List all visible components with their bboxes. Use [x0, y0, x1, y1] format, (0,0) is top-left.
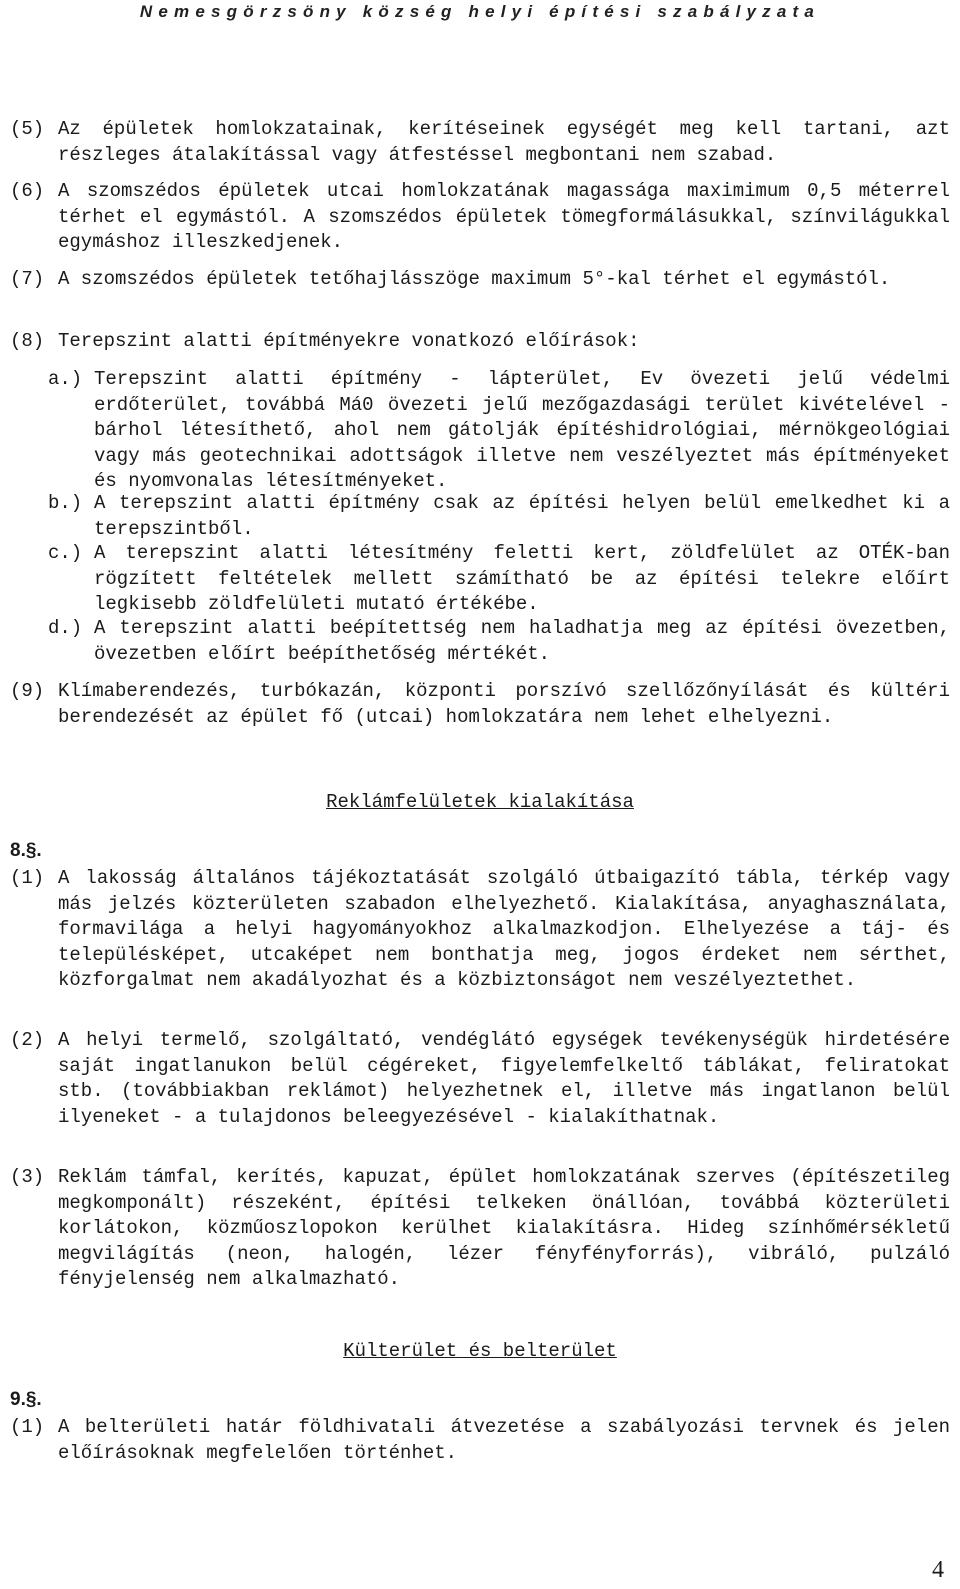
paragraph-7 [10, 267, 950, 293]
subitem-label: c.) [48, 542, 83, 564]
section-number-8: 8.§. [10, 840, 42, 861]
subitem-text: A terepszint alatti építmény csak az építési helyen belül emelkedhet ki a terepszintből. [94, 492, 950, 540]
subitem-label: b.) [48, 492, 83, 514]
paragraph-number: (2) [10, 1029, 45, 1051]
paragraph-number: (7) [10, 268, 45, 290]
subitem-text: Terepszint alatti építmény - lápterület, Ev övezeti jelű védelmi erdőterület, továbbá Má0 övezeti jelű mezőgazdasági terület kivételével - bárhol létesíthető, ahol nem gátolják építéshidrológiai, mérnökgeológiai vagy más geotechnikai adottságok illetve nem veszélyeztet más építményeket és nyomvonalas létesítményeket. [94, 368, 950, 492]
section-title-reklam: Reklámfelületek kialakítása [326, 791, 634, 813]
paragraph-text: A lakosság általános tájékoztatását szolgáló útbaigazító tábla, térkép vagy más jelzés közterületen szabadon elhelyezhető. Kialakítása, anyaghasználata, formavilága a helyi hagyományokhoz alkalmazkodjon. Elhelyezése a táj- és településképet, utcaképet nem bonthatja meg, jogos érdeket nem sérthet, közforgalmat nem akadályozhat és a közbiztonságot nem veszélyeztethet. [58, 867, 950, 991]
paragraph-text: Reklám támfal, kerítés, kapuzat, épület homlokzatának szerves (építészetileg megkomponált) részeként, építési telkeken önállóan, továbbá közterületi korlátokon, közműoszlopokon kerülhet kialakításra. Hideg színhőmérsékletű megvilágítás (neon, halogén, lézer fényfényforrás), vibráló, pulzáló fényjelenség nem alkalmazható. [58, 1166, 950, 1290]
paragraph-text: A szomszédos épületek utcai homlokzatának magassága maximimum 0,5 méterrel térhet el egymástól. A szomszédos épületek tömegformálásukkal, színvilágukkal egymáshoz illeszkedjenek. [58, 180, 950, 253]
paragraph-5 [10, 117, 950, 168]
subitem-b [48, 491, 950, 542]
section-title-kulterulet: Külterület és belterület [343, 1340, 617, 1362]
paragraph-number: (8) [10, 330, 45, 352]
paragraph-number: (6) [10, 180, 45, 202]
section-number-9: 9.§. [10, 1389, 42, 1410]
subitem-text: A terepszint alatti létesítmény feletti kert, zöldfelület az OTÉK-ban rögzített feltételek mellett számítható be az építési telekre előírt legkisebb zöldfelületi mutató értékébe. [94, 542, 950, 615]
paragraph-text: A belterületi határ földhivatali átvezetése a szabályozási tervnek és jelen előírásoknak megfelelően történhet. [58, 1416, 950, 1464]
paragraph-8 [10, 329, 950, 355]
subitem-d [48, 616, 950, 667]
paragraph-6 [10, 179, 950, 256]
document-header: Nemesgörzsöny község helyi építési szabályzata [139, 2, 821, 21]
paragraph-9 [10, 679, 950, 730]
section8-paragraph-1 [10, 866, 950, 994]
subitem-label: a.) [48, 368, 83, 390]
paragraph-number: (3) [10, 1166, 45, 1188]
section8-paragraph-2 [10, 1028, 950, 1130]
subitem-a [48, 367, 950, 495]
paragraph-text: Klímaberendezés, turbókazán, központi porszívó szellőzőnyílását és kültéri berendezését az épület fő (utcai) homlokzatára nem lehet elhelyezni. [58, 680, 950, 728]
subitem-text: A terepszint alatti beépítettség nem haladhatja meg az építési övezetben, övezetben előírt beépíthetőség mértékét. [94, 617, 950, 665]
paragraph-number: (5) [10, 118, 45, 140]
page-number: 4 [932, 1557, 944, 1583]
subitem-c [48, 541, 950, 618]
paragraph-number: (1) [10, 1416, 45, 1438]
subitem-label: d.) [48, 617, 83, 639]
paragraph-number: (1) [10, 867, 45, 889]
paragraph-text: A helyi termelő, szolgáltató, vendéglátó egységek tevékenységük hirdetésére saját ingatlanukon belül cégéreket, figyelemfelkeltő táblákat, feliratokat stb. (továbbiakban reklámot) helyezhetnek el, illetve más ingatlanon belül ilyeneket - a tulajdonos beleegyezésével - kialakíthatnak. [58, 1029, 950, 1128]
section9-paragraph-1 [10, 1415, 950, 1466]
section8-paragraph-3 [10, 1165, 950, 1293]
paragraph-text: Terepszint alatti építményekre vonatkozó előírások: [58, 330, 640, 352]
paragraph-text: A szomszédos épületek tetőhajlásszöge maximum 5°-kal térhet el egymástól. [58, 268, 891, 290]
paragraph-number: (9) [10, 680, 45, 702]
paragraph-text: Az épületek homlokzatainak, kerítéseinek egységét meg kell tartani, azt részleges átalakítással vagy átfestéssel megbontani nem szabad. [58, 118, 950, 166]
